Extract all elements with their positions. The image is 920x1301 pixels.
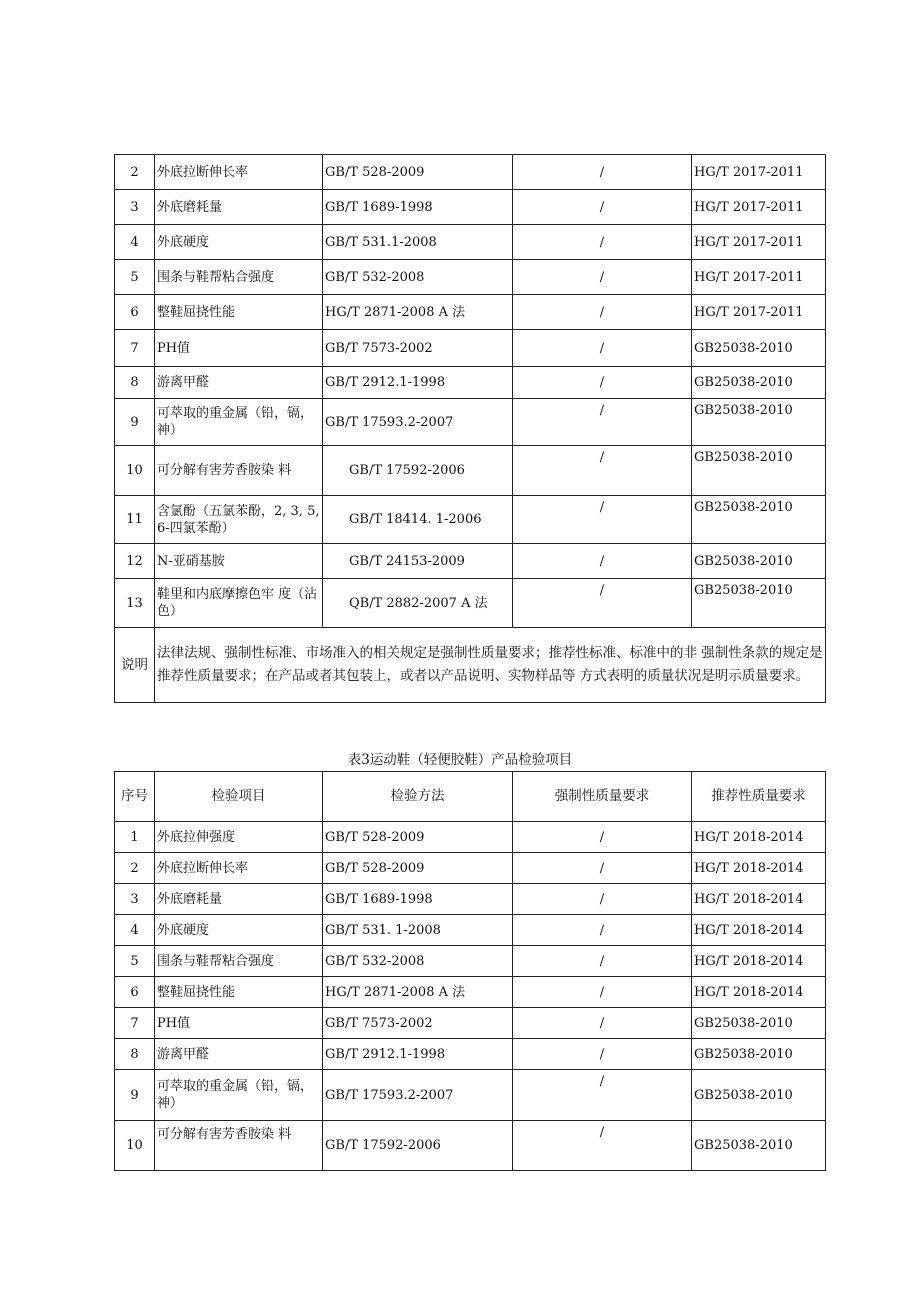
row-number: 9 (115, 399, 155, 446)
row-number: 5 (115, 260, 155, 295)
inspection-item: 整鞋屈挠性能 (155, 977, 323, 1008)
mandatory-requirement: / (513, 822, 692, 853)
header-no: 序号 (115, 772, 155, 822)
mandatory-requirement: / (513, 1008, 692, 1039)
row-number: 1 (115, 822, 155, 853)
table-row (115, 330, 826, 367)
recommended-requirement: GB25038-2010 (692, 446, 826, 496)
inspection-method: GB/T 17592-2006 (323, 446, 513, 496)
recommended-requirement: GB25038-2010 (692, 367, 826, 399)
recommended-requirement: HG/T 2018-2014 (692, 977, 826, 1008)
mandatory-requirement: / (513, 190, 692, 225)
inspection-item: 围条与鞋帮粘合强度 (155, 946, 323, 977)
table-row (115, 399, 826, 446)
mandatory-requirement: / (513, 330, 692, 367)
inspection-item: 游离甲醛 (155, 1039, 323, 1070)
header-method: 检验方法 (323, 772, 513, 822)
table-row (115, 884, 826, 915)
row-number: 11 (115, 496, 155, 544)
inspection-method: GB/T 17593.2-2007 (323, 399, 513, 446)
table-row (115, 544, 826, 579)
row-number: 6 (115, 295, 155, 330)
mandatory-requirement: / (513, 977, 692, 1008)
recommended-requirement: HG/T 2018-2014 (692, 884, 826, 915)
row-number: 4 (115, 225, 155, 260)
mandatory-requirement: / (513, 496, 692, 544)
inspection-method: GB/T 528-2009 (323, 853, 513, 884)
recommended-requirement: GB25038-2010 (692, 1121, 826, 1171)
row-number: 7 (115, 1008, 155, 1039)
recommended-requirement: GB25038-2010 (692, 1039, 826, 1070)
inspection-method: HG/T 2871-2008 A 法 (323, 295, 513, 330)
inspection-item: N-亚硝基胺 (155, 544, 323, 579)
table-row (115, 1008, 826, 1039)
recommended-requirement: GB25038-2010 (692, 579, 826, 628)
inspection-item: 外底拉断伸长率 (155, 155, 323, 190)
table-row (115, 946, 826, 977)
mandatory-requirement: / (513, 225, 692, 260)
mandatory-requirement: / (513, 155, 692, 190)
header-item: 检验项目 (155, 772, 323, 822)
recommended-requirement: HG/T 2018-2014 (692, 822, 826, 853)
mandatory-requirement: / (513, 1070, 692, 1121)
inspection-method: GB/T 528-2009 (323, 155, 513, 190)
recommended-requirement: HG/T 2017-2011 (692, 260, 826, 295)
inspection-item: 可分解有害芳香胺染 料 (155, 1121, 323, 1171)
table-caption: 表3运动鞋（轻便胶鞋）产品检验项目 (347, 752, 573, 768)
inspection-method: GB/T 2912.1-1998 (323, 1039, 513, 1070)
row-number: 13 (115, 579, 155, 628)
row-number: 3 (115, 190, 155, 225)
table-row (115, 295, 826, 330)
inspection-item: PH值 (155, 330, 323, 367)
recommended-requirement: HG/T 2018-2014 (692, 915, 826, 946)
recommended-requirement: HG/T 2017-2011 (692, 225, 826, 260)
mandatory-requirement: / (513, 946, 692, 977)
recommended-requirement: GB25038-2010 (692, 496, 826, 544)
inspection-method: GB/T 528-2009 (323, 822, 513, 853)
inspection-item: 外底硬度 (155, 225, 323, 260)
header-mandatory: 强制性质量要求 (513, 772, 692, 822)
row-number: 5 (115, 946, 155, 977)
inspection-method: GB/T 7573-2002 (323, 330, 513, 367)
row-number: 2 (115, 155, 155, 190)
recommended-requirement: GB25038-2010 (692, 330, 826, 367)
recommended-requirement: HG/T 2018-2014 (692, 853, 826, 884)
inspection-item: 鞋里和内底摩擦色牢 度（沾色） (155, 579, 323, 628)
table-row (115, 1070, 826, 1121)
header-row (115, 772, 826, 822)
mandatory-requirement: / (513, 367, 692, 399)
inspection-item: 围条与鞋帮粘合强度 (155, 260, 323, 295)
note-label: 说明 (115, 628, 155, 703)
row-number: 12 (115, 544, 155, 579)
recommended-requirement: GB25038-2010 (692, 544, 826, 579)
mandatory-requirement: / (513, 915, 692, 946)
inspection-item: 外底磨耗量 (155, 884, 323, 915)
inspection-method: GB/T 18414. 1-2006 (323, 496, 513, 544)
table-row (115, 367, 826, 399)
inspection-method: GB/T 532-2008 (323, 260, 513, 295)
recommended-requirement: GB25038-2010 (692, 399, 826, 446)
recommended-requirement: GB25038-2010 (692, 1008, 826, 1039)
table-row (115, 853, 826, 884)
mandatory-requirement: / (513, 853, 692, 884)
inspection-method: GB/T 17593.2-2007 (323, 1070, 513, 1121)
row-number: 2 (115, 853, 155, 884)
inspection-method: GB/T 24153-2009 (323, 544, 513, 579)
mandatory-requirement: / (513, 544, 692, 579)
inspection-item: 外底磨耗量 (155, 190, 323, 225)
table-row (115, 822, 826, 853)
inspection-table-sports-shoes (114, 771, 826, 1171)
inspection-method: GB/T 2912.1-1998 (323, 367, 513, 399)
row-number: 3 (115, 884, 155, 915)
row-number: 10 (115, 1121, 155, 1171)
row-number: 8 (115, 1039, 155, 1070)
mandatory-requirement: / (513, 884, 692, 915)
row-number: 8 (115, 367, 155, 399)
inspection-item: 游离甲醛 (155, 367, 323, 399)
recommended-requirement: GB25038-2010 (692, 1070, 826, 1121)
row-number: 7 (115, 330, 155, 367)
table-row (115, 1121, 826, 1171)
recommended-requirement: HG/T 2017-2011 (692, 155, 826, 190)
inspection-method: GB/T 532-2008 (323, 946, 513, 977)
row-number: 4 (115, 915, 155, 946)
table-row (115, 225, 826, 260)
inspection-item: 外底硬度 (155, 915, 323, 946)
mandatory-requirement: / (513, 399, 692, 446)
inspection-table-continued (114, 154, 826, 703)
note-text: 法律法规、强制性标准、市场准入的相关规定是强制性质量要求；推荐性标准、标准中的非 强制性条款的规定是推荐性质量要求；在产品或者其包装上，或者以产品说明、实物样品等 方式表明的质量状况是明示质量要求。 (155, 628, 826, 703)
mandatory-requirement: / (513, 1121, 692, 1171)
inspection-method: GB/T 1689-1998 (323, 884, 513, 915)
row-number: 9 (115, 1070, 155, 1121)
inspection-item: 含氯酚（五氯苯酚，2, 3, 5, 6-四氯苯酚） (155, 496, 323, 544)
table-row (115, 190, 826, 225)
row-number: 6 (115, 977, 155, 1008)
table-row (115, 977, 826, 1008)
header-recommended: 推荐性质量要求 (692, 772, 826, 822)
table-row (115, 1039, 826, 1070)
mandatory-requirement: / (513, 260, 692, 295)
table-row (115, 446, 826, 496)
recommended-requirement: HG/T 2017-2011 (692, 295, 826, 330)
note-row (115, 628, 826, 703)
recommended-requirement: HG/T 2017-2011 (692, 190, 826, 225)
mandatory-requirement: / (513, 1039, 692, 1070)
row-number: 10 (115, 446, 155, 496)
inspection-method: HG/T 2871-2008 A 法 (323, 977, 513, 1008)
table-row (115, 496, 826, 544)
inspection-item: 外底拉断伸长率 (155, 853, 323, 884)
inspection-item: 整鞋屈挠性能 (155, 295, 323, 330)
inspection-method: GB/T 17592-2006 (323, 1121, 513, 1171)
inspection-method: GB/T 1689-1998 (323, 190, 513, 225)
inspection-item: 可萃取的重金属（铅，镉，神） (155, 1070, 323, 1121)
inspection-method: GB/T 7573-2002 (323, 1008, 513, 1039)
inspection-item: 可萃取的重金属（铅，镉，神） (155, 399, 323, 446)
inspection-item: PH值 (155, 1008, 323, 1039)
table-row (115, 260, 826, 295)
inspection-method: QB/T 2882-2007 A 法 (323, 579, 513, 628)
recommended-requirement: HG/T 2018-2014 (692, 946, 826, 977)
table-row (115, 915, 826, 946)
inspection-item: 外底拉伸强度 (155, 822, 323, 853)
mandatory-requirement: / (513, 446, 692, 496)
mandatory-requirement: / (513, 579, 692, 628)
inspection-item: 可分解有害芳香胺染 料 (155, 446, 323, 496)
inspection-method: GB/T 531. 1-2008 (323, 915, 513, 946)
inspection-method: GB/T 531.1-2008 (323, 225, 513, 260)
mandatory-requirement: / (513, 295, 692, 330)
table-row (115, 155, 826, 190)
table-row (115, 579, 826, 628)
